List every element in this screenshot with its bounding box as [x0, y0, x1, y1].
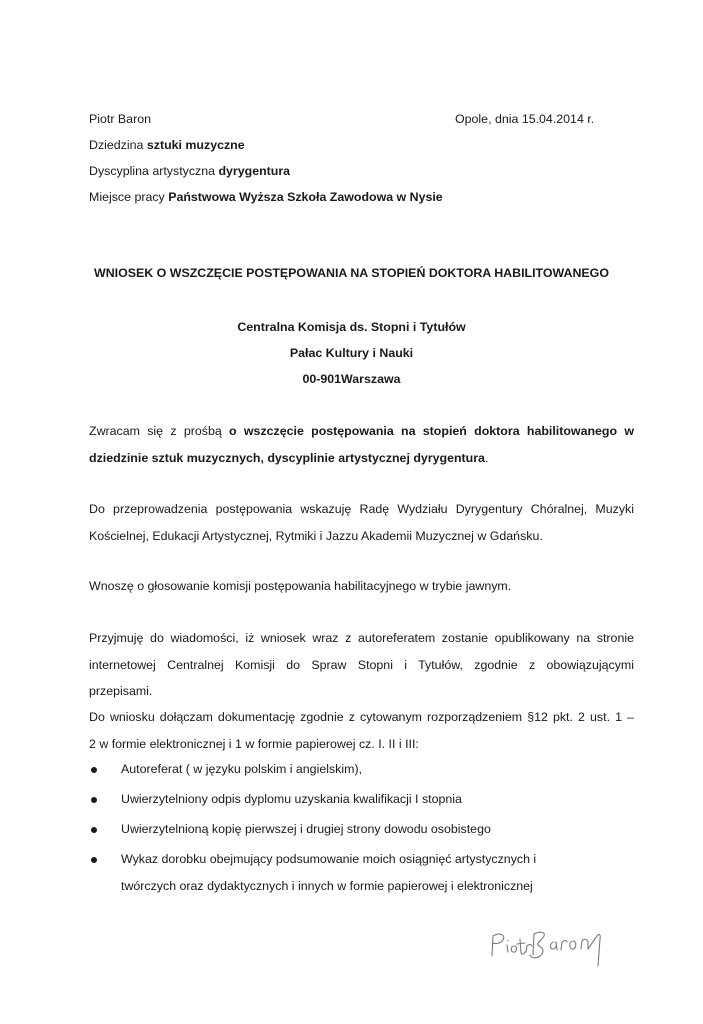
bullet-icon [91, 827, 97, 833]
recipient-line-3: 00-901Warszawa [302, 372, 401, 386]
document-page: Piotr Baron Opole, dnia 15.04.2014 r. Dziedzina sztuki muzyczne Dyscyplina artystyczna dyrygentura Miejsce pracy Państwowa Wyższa Szkoła Zawodowa w Nysie WNIOSEK O WSZCZĘCIE POSTĘPOWANIA NA STOPIEŃ DOKTORA HABILITOWANEGO Centralna Komisja ds. Stopni i Tytułów Pałac Kultury i Nauki 00-901Warszawa Zwracam się z prośbą o wszczęcie postępowania na stopień doktora habilitowanego w dziedzinie sztuk muzycznych, dyscyplinie artystycznej dyrygentura. Do przeprowadzenia postępowania wskazuję Radę Wydziału Dyrygentury Chóralnej, Muzyki Kościelnej, Edukacji Artystycznej, Rytmiki i Jazzu Akademii Muzycznej w Gdańsku. Wnoszę o głosowanie komisji postępowania habilitacyjnego w trybie jawnym. Przyjmuję do wiadomości, iż wniosek wraz z autoreferatem zostanie opublikowany na stronie internetowej Centralnej Komisji do Spraw Stopni i Tytułów, zgodnie z obowiązującymi przepisami. Do wniosku dołączam dokumentację zgodnie z cytowanym rozporządzeniem §12 pkt. 2 ust. 1 – 2 w formie elektronicznej i 1 w formie papierowej cz. I. II i III: Autoreferat ( w języku polskim i angielskim), Uwierzytelniony odpis dyplomu uzyskania kwalifikacji I stopnia Uwierzytelnioną kopię pierwszej i drugiej strony dowodu osobistego Wykaz dorobku obejmujący podsumowanie moich osiągnięć artystycznych i twórczych oraz dydaktycznych i innych w formie papierowej i elektronicznej [0, 0, 703, 1024]
list-item-continuation: twórczych oraz dydaktycznych i innych w formie papierowej i elektronicznej [121, 879, 533, 893]
bullet-icon [91, 857, 97, 863]
discipline-value: dyrygentura [218, 164, 291, 178]
bullet-icon [91, 797, 97, 803]
recipient-line-1: Centralna Komisja ds. Stopni i Tytułów [237, 320, 466, 334]
attachments-intro-line-1: Do wniosku dołączam dokumentację zgodnie z cytowanym rozporządzeniem §12 pkt. 2 ust. 1 – [89, 710, 634, 724]
recipient-line-2: Pałac Kultury i Nauki [289, 346, 414, 360]
workplace-value: Państwowa Wyższa Szkoła Zawodowa w Nysie [168, 190, 443, 204]
workplace-line [89, 190, 443, 204]
field-value: sztuki muzyczne [146, 138, 245, 152]
discipline-line [89, 164, 290, 178]
workplace-label: Miejsce pracy [89, 190, 169, 204]
attachments-intro [89, 704, 634, 757]
council-paragraph [89, 496, 634, 549]
vote-paragraph: Wnoszę o głosowanie komisji postępowania habilitacyjnego w trybie jawnym. [89, 579, 512, 593]
publication-line-1: Przyjmuję do wiadomości, iż wniosek wraz z autoreferatem zostanie opublikowany na stronie [89, 631, 634, 645]
request-line-2: dziedzinie sztuk muzycznych, dyscyplinie artystycznej dyrygentura. [89, 450, 489, 465]
attachments-intro-line-2: 2 w formie elektronicznej i 1 w formie papierowej cz. I. II i III: [89, 736, 419, 751]
discipline-label: Dyscyplina artystyczna [89, 164, 219, 178]
request-paragraph [89, 418, 634, 471]
publication-line-2: internetowej Centralnej Komisji do Spraw Stopni i Tytułów, zgodnie z obowiązującymi [89, 657, 634, 672]
bullet-icon [91, 767, 97, 773]
council-line-2: Kościelnej, Edukacji Artystycznej, Rytmiki i Jazzu Akademii Muzycznej w Gdańsku. [89, 528, 543, 543]
place-date: Opole, dnia 15.04.2014 r. [455, 112, 595, 126]
field-line [89, 138, 245, 152]
publication-paragraph [89, 625, 634, 705]
document-title: WNIOSEK O WSZCZĘCIE POSTĘPOWANIA NA STOPIEŃ DOKTORA HABILITOWANEGO [94, 266, 609, 280]
request-line-1: Zwracam się z prośbą o wszczęcie postępowania na stopień doktora habilitowanego w [89, 424, 634, 438]
council-line-1: Do przeprowadzenia postępowania wskazuję Radę Wydziału Dyrygentury Chóralnej, Muzyki [89, 502, 634, 516]
author-name: Piotr Baron [89, 112, 151, 126]
field-label: Dziedzina [89, 138, 147, 152]
handwritten-signature [484, 922, 608, 978]
publication-line-3: przepisami. [89, 684, 153, 698]
